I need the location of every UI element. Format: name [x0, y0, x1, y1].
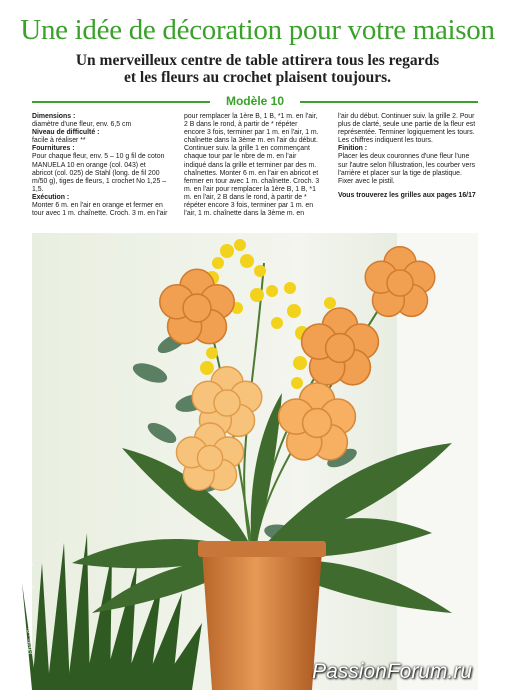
column-2-text: pour remplacer la 1ère B, 1 B, *1 m. en l'air, 2 B dans le rond, à partir de * répéter encore 3 fois, terminer par 1 m. en l'air, 1 m. chaînette dans la 3ème m. en l'air du début. Continuer suiv. la grille 1 en commençant chaque tour par le nbre de m. en l'air indiqué dans la grille et terminer par des m. chaînettes. Monter 6 m. en l'air en abricot et fermer en tour avec 1 m. chaînette. Croch. 3 m. en l'air pour remplacer la 1ère B, 1 B, *1 m. en l'air, 2 B dans le rond, à partir de * répéter encore 3 fois, terminer par 1 m. en l'air, 1 m. chaînette dans la 3ème m. en [184, 113, 320, 218]
difficulty-text: facile à réaliser ** [32, 137, 86, 145]
execution-text: Monter 6 m. en l'air en orange et fermer en tour avec 1 m. chaînette. Croch. 3 m. en l'air [32, 202, 168, 218]
supplies-heading: Fournitures : [32, 145, 75, 153]
photo-credit: Photo : Studio Erwin Wagner – stylisme Ursula Catalani [28, 506, 34, 654]
dimensions-heading: Dimensions : [32, 113, 76, 120]
subtitle [40, 52, 475, 86]
terracotta-pot [198, 541, 326, 690]
subtitle-line-1: Un merveilleux centre de table attirera tous les regards [75, 52, 440, 69]
charts-page-reference: Vous trouverez les grilles aux pages 16/17 [338, 191, 476, 199]
finish-heading: Finition : [338, 145, 368, 153]
instructions-column-2 [184, 113, 320, 218]
model-rule-left [32, 101, 210, 103]
watermark: PassionForum.ru [312, 660, 472, 683]
model-label: Modèle 10 [225, 94, 285, 108]
supplies-text: Pour chaque fleur, env. 5 – 10 g fil de coton MANUELA 10 en orange (col. 043) et abricot (col. 025) de Stahl (long. de fil 200 m/50 g), tiges de fleurs, 1 crochet No 1,25 – 1,5. [32, 153, 167, 193]
flower-arrangement-photo [28, 233, 478, 690]
finish-text: Placer les deux couronnes d'une fleur l'une sur l'autre selon l'illustration, les courber vers l'arrière et placer sur la tige de plastique. Fixer avec le pistil. [338, 153, 476, 185]
subtitle-line-2: et les fleurs au crochet plaisent toujours. [123, 69, 392, 86]
model-rule-right [300, 101, 478, 103]
instructions-column-3 [338, 113, 478, 200]
dimensions-text: diamètre d'une fleur, env. 6,5 cm [32, 121, 132, 129]
model-heading [32, 95, 478, 107]
execution-heading: Exécution : [32, 193, 70, 201]
photo-illustration [32, 233, 478, 690]
page-title: Une idée de décoration pour votre maison [20, 14, 495, 46]
column-3-text: l'air du début. Continuer suiv. la grille 2. Pour plus de clarté, seule une partie de la fleur est représentée. Terminer logiquement les tours. Les chiffres indiquent les tours. [338, 113, 476, 145]
instructions-column-1 [32, 113, 168, 218]
difficulty-heading: Niveau de difficulté : [32, 129, 100, 137]
instructions [32, 113, 478, 223]
